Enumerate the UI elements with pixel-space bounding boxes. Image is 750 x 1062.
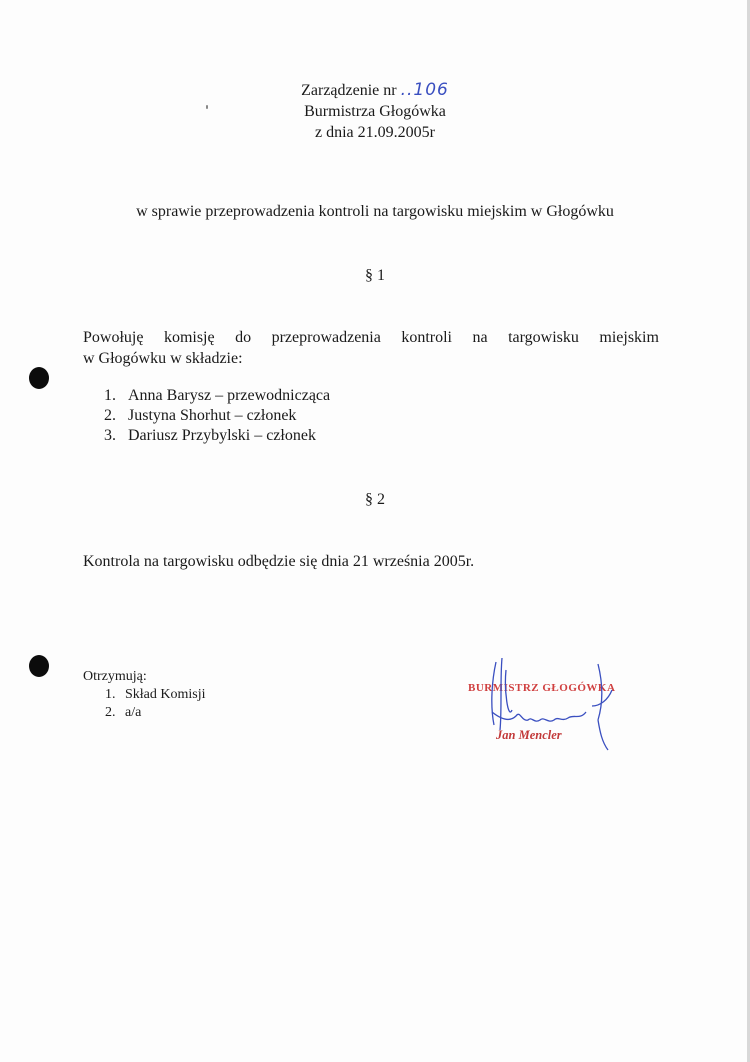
- list-item-text: Skład Komisji: [125, 687, 206, 702]
- list-item-text: Anna Barysz – przewodnicząca: [128, 387, 331, 404]
- section-1-line-2: w Głogówku w składzie:: [83, 350, 243, 367]
- word: miejskim: [599, 329, 659, 346]
- list-item-number: 3.: [104, 427, 116, 444]
- list-item-number: 2.: [105, 705, 116, 720]
- word: targowisku: [508, 329, 579, 346]
- list-item-number: 2.: [104, 407, 116, 424]
- list-item: [83, 686, 206, 704]
- document-date: z dnia 21.09.2005r: [315, 124, 435, 141]
- document-header: [0, 80, 750, 143]
- word: do: [235, 329, 252, 346]
- issuer: Burmistrza Głogówka: [304, 103, 446, 120]
- commission-members-list: [104, 386, 330, 446]
- list-item: [104, 386, 330, 406]
- recipients-label: Otrzymują:: [83, 669, 147, 684]
- word: Powołuję: [83, 329, 144, 346]
- list-item: [104, 426, 330, 446]
- list-item: [104, 406, 330, 426]
- order-title-prefix: Zarządzenie nr: [301, 82, 397, 99]
- stamp-title: BURMISTRZ GŁOGÓWKA: [468, 682, 616, 694]
- signature-icon: [462, 650, 642, 760]
- word: na: [472, 329, 488, 346]
- section-2-text: Kontrola na targowisku odbędzie się dnia 21 września 2005r.: [83, 553, 475, 570]
- section-1-mark: § 1: [365, 267, 385, 284]
- punch-hole-icon: [29, 367, 49, 389]
- section-1-line-1: [83, 327, 659, 348]
- list-item-number: 1.: [104, 387, 116, 404]
- list-item-text: a/a: [125, 705, 142, 720]
- section-2-mark: § 2: [365, 491, 385, 508]
- word: komisję: [163, 329, 215, 346]
- section-1-text: [83, 327, 659, 369]
- list-item-text: Justyna Shorhut – członek: [128, 407, 297, 424]
- stamp-name: Jan Mencler: [496, 728, 562, 742]
- recipients-block: [83, 668, 206, 722]
- document-subject: w sprawie przeprowadzenia kontroli na targowisku miejskim w Głogówku: [136, 203, 614, 220]
- word: przeprowadzenia: [271, 329, 381, 346]
- list-item-text: Dariusz Przybylski – członek: [128, 427, 316, 444]
- order-title: [0, 80, 750, 101]
- word: kontroli: [401, 329, 452, 346]
- mayor-stamp-and-signature: [462, 650, 642, 760]
- punch-hole-icon: [29, 655, 49, 677]
- list-item-number: 1.: [105, 687, 116, 702]
- list-item: [83, 704, 206, 722]
- order-number-handwritten: ..106: [400, 80, 449, 100]
- scan-speck: [206, 105, 208, 109]
